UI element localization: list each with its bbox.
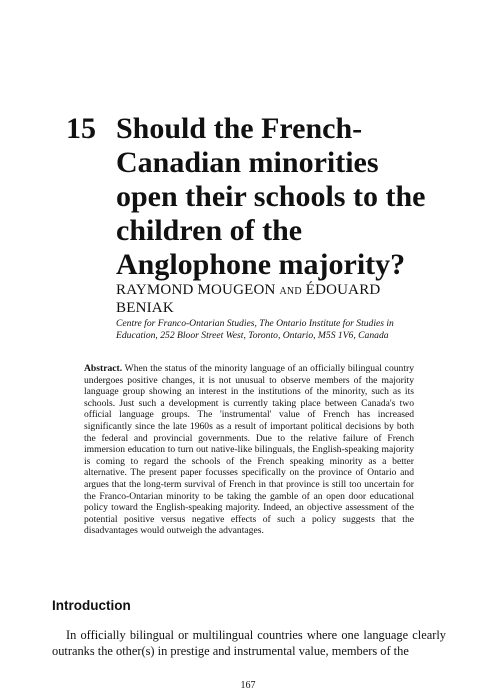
author-second: ÉDOUARD BENIAK (116, 282, 381, 316)
introduction-text: In officially bilingual or multilingual countries where one language clearly outranks the other(s) in prestige and instrumental value, members of the (52, 628, 446, 658)
abstract (84, 363, 414, 537)
introduction-heading: Introduction (52, 598, 131, 613)
chapter-title: Should the French-Canadian minorities open their schools to the children of the Anglophone majority? (116, 112, 426, 281)
chapter-number: 15 (66, 112, 96, 145)
author-affiliation: Centre for Franco-Ontarian Studies, The Ontario Institute for Studies in Education, 252 Bloor Street West, Toronto, Ontario, M5S 1V6, Canada (116, 318, 394, 341)
abstract-label: Abstract. (84, 363, 123, 374)
abstract-text: When the status of the minority language of an officially bilingual country undergoes positive changes, it is not unusual to observe members of the majority language group showing an interest in the institutions of the minority, such as its schools. Just such a development is currently taking place between Canada's two official language groups. The 'instrumental' value of French has increased significantly since the late 1960s as a result of important political decisions by both the federal and provincial governments. Due to the relative failure of French immersion education to turn out native-like bilinguals, the English-speaking majority is coming to regard the schools of the French speaking minority as a better alternative. The present paper focusses specifically on the province of Ontario and argues that the long-term survival of French in that province is still too uncertain for the Franco-Ontarian minority to be taking the gamble of an open door educational policy toward the English-speaking majority. Indeed, an objective assessment of the potential positive versus negative effects of such a policy suggests that the disadvantages would outweigh the advantages. (84, 363, 414, 537)
author-conjunction: AND (279, 286, 302, 297)
author-line (116, 282, 436, 317)
page-number: 167 (240, 680, 256, 691)
author-first: RAYMOND MOUGEON (116, 282, 276, 298)
